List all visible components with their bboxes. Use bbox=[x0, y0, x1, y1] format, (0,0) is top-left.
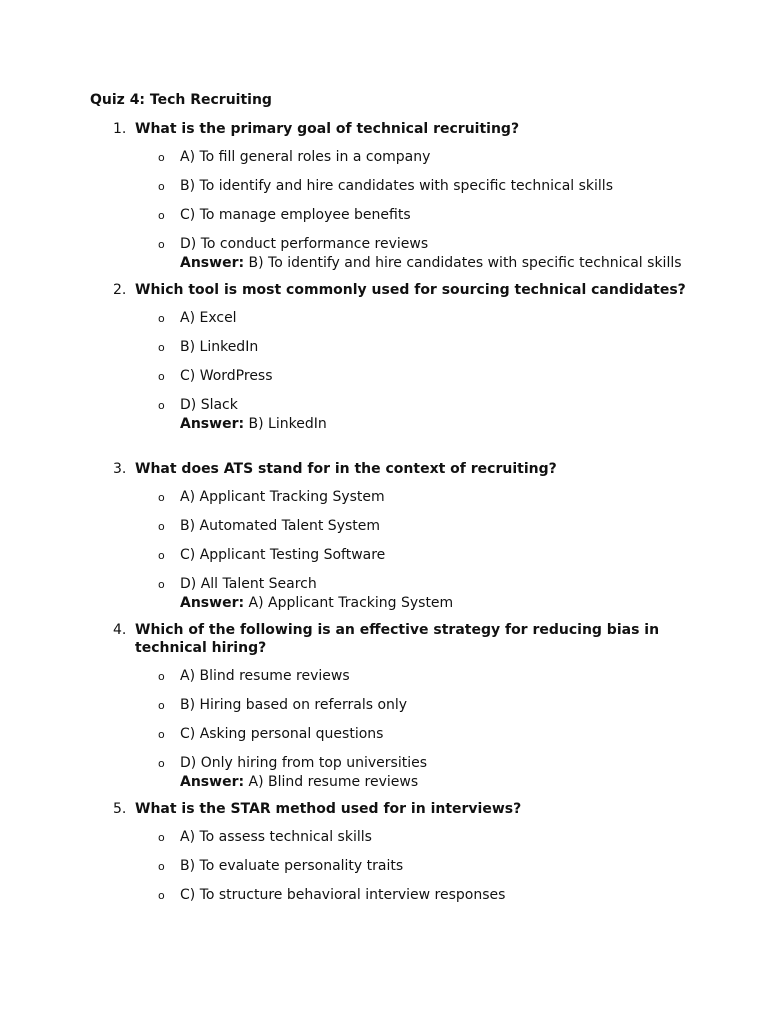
list-item: o C) Applicant Testing Software bbox=[158, 547, 386, 563]
list-item: o C) Asking personal questions bbox=[158, 726, 384, 742]
bullet-icon: o bbox=[158, 889, 165, 902]
bullet-icon: o bbox=[158, 578, 165, 591]
bullet-icon: o bbox=[158, 312, 165, 325]
list-item: o B) Hiring based on referrals only bbox=[158, 697, 408, 713]
quiz-title: Quiz 4: Tech Recruiting bbox=[90, 92, 272, 108]
list-item: o B) Automated Talent System bbox=[158, 518, 381, 534]
answer-text: A) Applicant Tracking System bbox=[248, 595, 454, 611]
bullet-icon: o bbox=[158, 757, 165, 770]
question-text: 2. Which tool is most commonly used for sourcing technical candidates? bbox=[113, 282, 686, 298]
list-item: o C) To structure behavioral interview responses bbox=[158, 887, 506, 903]
list-item: o C) To manage employee benefits bbox=[158, 207, 411, 223]
bullet-icon: o bbox=[158, 151, 165, 164]
bullet-icon: o bbox=[158, 209, 165, 222]
answer-text: B) LinkedIn bbox=[248, 416, 327, 432]
bullet-icon: o bbox=[158, 370, 165, 383]
question-number: 2. bbox=[113, 282, 127, 298]
answer-label: Answer: bbox=[180, 255, 245, 271]
answer-label: Answer: bbox=[180, 774, 245, 790]
question-3 bbox=[90, 460, 690, 612]
answer-text: A) Blind resume reviews bbox=[248, 774, 419, 790]
answer-text: B) To identify and hire candidates with specific technical skills bbox=[248, 255, 682, 271]
list-item: o A) To assess technical skills bbox=[158, 829, 372, 845]
question-4 bbox=[90, 621, 690, 791]
question-text: 5. What is the STAR method used for in interviews? bbox=[113, 801, 522, 817]
list-item: o D) Slack bbox=[158, 397, 238, 413]
list-item: o A) Applicant Tracking System bbox=[158, 489, 385, 505]
options-list bbox=[90, 309, 690, 414]
bullet-icon: o bbox=[158, 831, 165, 844]
answer-label: Answer: bbox=[180, 416, 245, 432]
list-item: o B) LinkedIn bbox=[158, 339, 259, 355]
answer-line bbox=[90, 254, 690, 272]
question-number: 3. bbox=[113, 461, 127, 477]
question-1 bbox=[90, 120, 690, 272]
question-number: 1. bbox=[113, 121, 127, 137]
list-item: o D) All Talent Search bbox=[158, 576, 317, 592]
bullet-icon: o bbox=[158, 670, 165, 683]
bullet-icon: o bbox=[158, 520, 165, 533]
bullet-icon: o bbox=[158, 341, 165, 354]
options-list bbox=[90, 488, 690, 593]
options-list bbox=[90, 828, 690, 904]
list-item: o D) To conduct performance reviews bbox=[158, 236, 429, 252]
list-item: o A) Blind resume reviews bbox=[158, 668, 350, 684]
bullet-icon: o bbox=[158, 238, 165, 251]
bullet-icon: o bbox=[158, 180, 165, 193]
answer-label: Answer: bbox=[180, 595, 245, 611]
bullet-icon: o bbox=[158, 399, 165, 412]
list-item: o B) To identify and hire candidates with specific technical skills bbox=[158, 178, 613, 194]
list-item: o B) To evaluate personality traits bbox=[158, 858, 404, 874]
question-5 bbox=[90, 800, 690, 904]
answer-line bbox=[90, 415, 690, 433]
list-item: o C) WordPress bbox=[158, 368, 273, 384]
question-text: 1. What is the primary goal of technical recruiting? bbox=[113, 121, 520, 137]
bullet-icon: o bbox=[158, 860, 165, 873]
options-list bbox=[90, 148, 690, 253]
question-number: 4. bbox=[113, 622, 127, 638]
bullet-icon: o bbox=[158, 549, 165, 562]
question-text: 4. Which of the following is an effective strategy for reducing bias in technical hiring? bbox=[113, 622, 660, 656]
bullet-icon: o bbox=[158, 491, 165, 504]
list-item: o A) To fill general roles in a company bbox=[158, 149, 431, 165]
bullet-icon: o bbox=[158, 728, 165, 741]
question-2 bbox=[90, 281, 690, 433]
answer-line bbox=[90, 773, 690, 791]
list-item: o D) Only hiring from top universities bbox=[158, 755, 428, 771]
question-number: 5. bbox=[113, 801, 127, 817]
list-item: o A) Excel bbox=[158, 310, 237, 326]
bullet-icon: o bbox=[158, 699, 165, 712]
question-text: 3. What does ATS stand for in the context of recruiting? bbox=[113, 461, 557, 477]
options-list bbox=[90, 667, 690, 772]
answer-line bbox=[90, 594, 690, 612]
